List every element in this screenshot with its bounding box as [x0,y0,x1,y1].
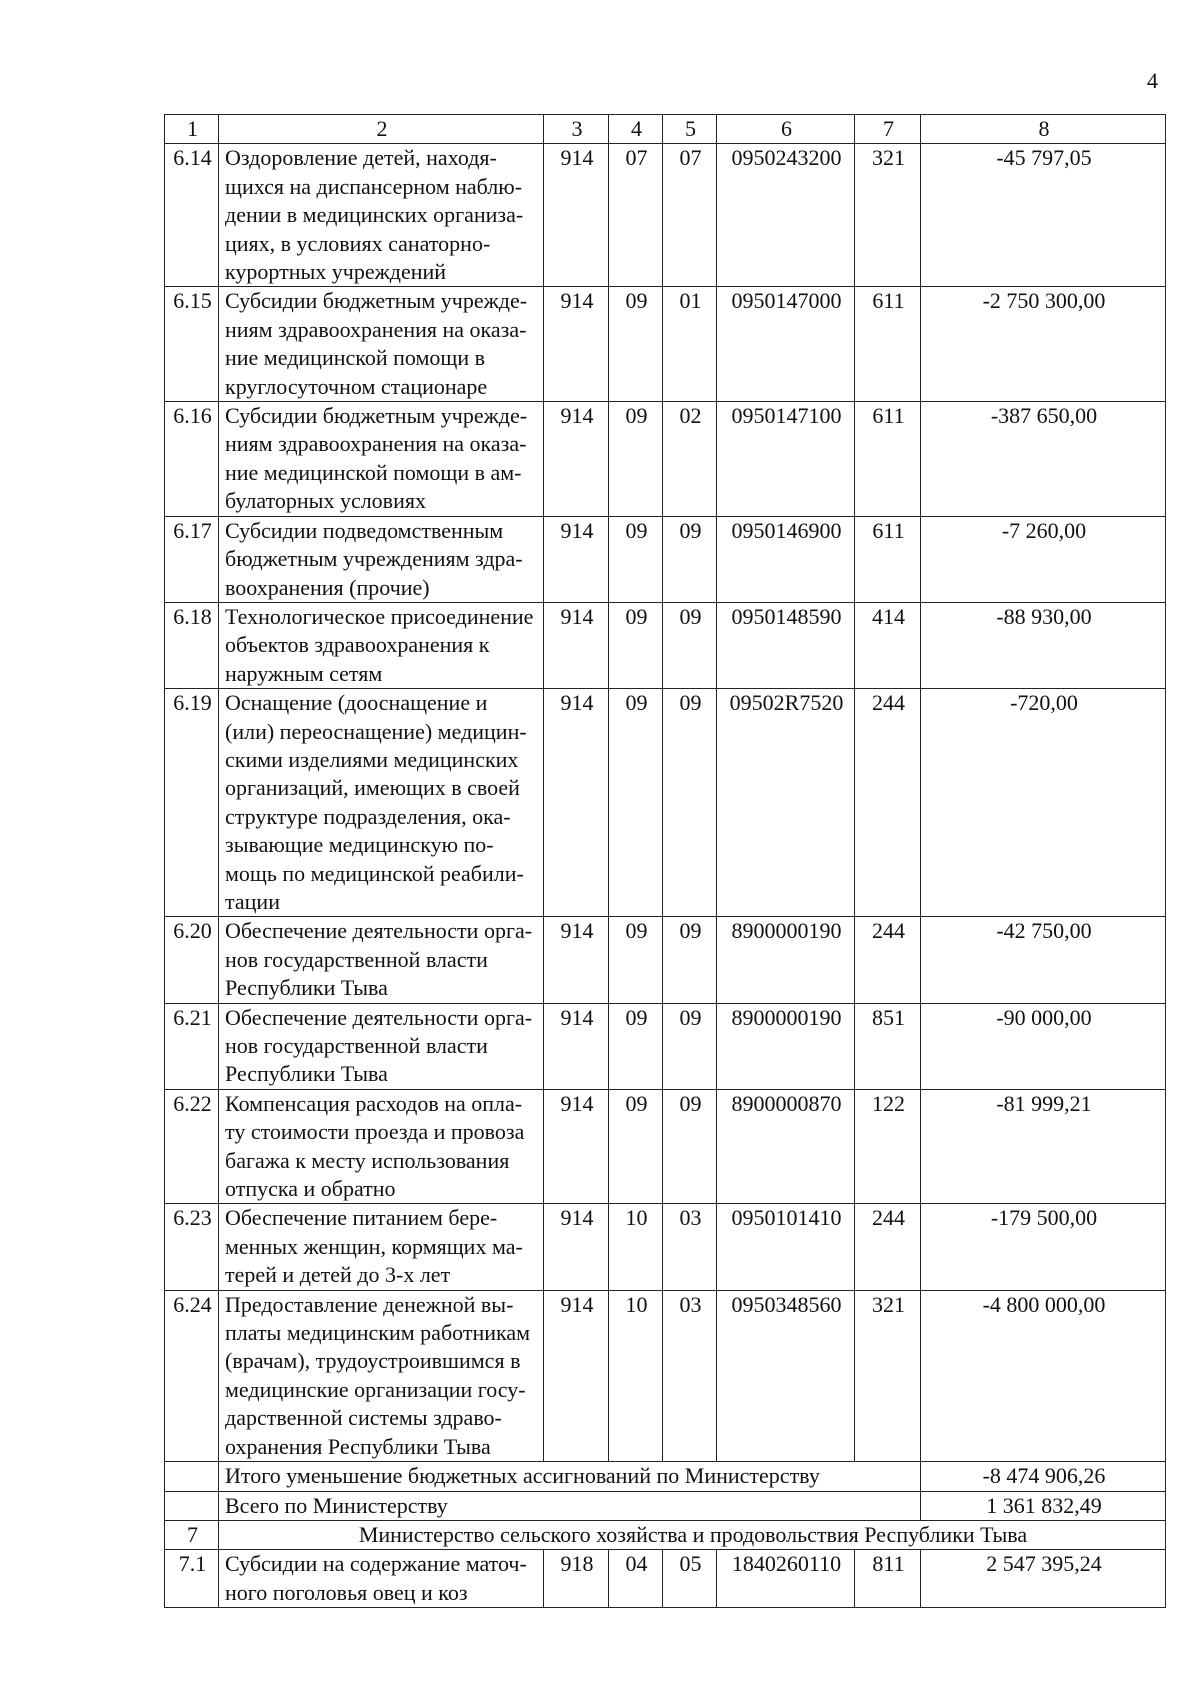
row-name: Оздоровление детей, находя-щихся на диспансерном наблю-дении в медицинских организа-циях, в условиях санаторно-курортных учреждений [219,144,544,287]
row-code-section: 10 [609,1204,663,1290]
row-code-target: 0950146900 [717,516,855,602]
table-row [165,602,1166,688]
row-amount: -387 650,00 [921,402,1166,517]
row-number: 6.24 [165,1290,219,1461]
row-number: 6.19 [165,689,219,917]
row-code-target: 0950148590 [717,602,855,688]
row-number: 6.17 [165,516,219,602]
row-code-target: 8900000190 [717,917,855,1003]
row-name: Предоставление денежной вы-платы медицинским работникам (врачам), трудоустроившимся в медицинские организации госу-дарственной системы здраво-охранения Республики Тыва [219,1290,544,1461]
row-code-section: 09 [609,602,663,688]
empty-cell [165,1491,219,1520]
row-number: 6.14 [165,144,219,287]
row-number: 6.16 [165,402,219,517]
row-code-subsection: 09 [663,1089,717,1204]
table-row [165,144,1166,287]
row-code-admin: 914 [544,1204,609,1290]
row-code-admin: 914 [544,1003,609,1089]
header-cell: 3 [544,115,609,144]
row-name: Субсидии подведомственным бюджетным учреждениям здра-воохранения (прочие) [219,516,544,602]
header-cell: 8 [921,115,1166,144]
row-code-expense: 244 [855,689,921,917]
table-row [165,1089,1166,1204]
row-number: 6.23 [165,1204,219,1290]
budget-table [164,114,1166,1608]
row-code-subsection: 07 [663,144,717,287]
header-cell: 4 [609,115,663,144]
total-decrease-label: Итого уменьшение бюджетных ассигнований по Министерству [219,1462,921,1491]
section-title: Министерство сельского хозяйства и продовольствия Республики Тыва [219,1520,1166,1549]
table-row [165,516,1166,602]
table-row [165,1003,1166,1089]
table-row [165,1550,1166,1608]
row-amount: -720,00 [921,689,1166,917]
row-amount: 2 547 395,24 [921,1550,1166,1608]
total-decrease-row [165,1462,1166,1491]
row-name: Оснащение (дооснащение и (или) переоснащение) медицин-скими изделиями медицинских организаций, имеющих в своей структуре подразделения, ока-зывающие медицинскую по-мощь по медицинской реабили-тации [219,689,544,917]
row-amount: -179 500,00 [921,1204,1166,1290]
table-row [165,287,1166,402]
row-code-admin: 914 [544,917,609,1003]
row-code-expense: 321 [855,1290,921,1461]
total-all-label: Всего по Министерству [219,1491,921,1520]
row-code-target: 1840260110 [717,1550,855,1608]
row-code-section: 09 [609,1003,663,1089]
row-name: Обеспечение питанием бере-менных женщин, кормящих ма-терей и детей до 3-х лет [219,1204,544,1290]
row-code-section: 09 [609,287,663,402]
row-amount: -88 930,00 [921,602,1166,688]
row-code-subsection: 09 [663,602,717,688]
row-code-expense: 851 [855,1003,921,1089]
row-code-expense: 321 [855,144,921,287]
row-number: 6.20 [165,917,219,1003]
row-name: Субсидии бюджетным учрежде-ниям здравоохранения на оказа-ние медицинской помощи в круглосуточном стационаре [219,287,544,402]
section-row [165,1520,1166,1549]
row-code-target: 0950243200 [717,144,855,287]
row-code-subsection: 09 [663,1003,717,1089]
row-code-section: 09 [609,917,663,1003]
row-code-expense: 122 [855,1089,921,1204]
row-code-admin: 914 [544,1089,609,1204]
row-code-subsection: 09 [663,516,717,602]
row-code-section: 09 [609,1089,663,1204]
row-code-subsection: 05 [663,1550,717,1608]
row-code-section: 09 [609,689,663,917]
row-code-section: 09 [609,402,663,517]
row-code-expense: 414 [855,602,921,688]
header-cell: 2 [219,115,544,144]
row-code-admin: 914 [544,144,609,287]
table-row [165,1204,1166,1290]
row-name: Обеспечение деятельности орга-нов государственной власти Республики Тыва [219,1003,544,1089]
row-code-target: 8900000870 [717,1089,855,1204]
row-code-expense: 811 [855,1550,921,1608]
total-all-value: 1 361 832,49 [921,1491,1166,1520]
row-code-target: 09502R7520 [717,689,855,917]
row-code-admin: 914 [544,689,609,917]
page-number: 4 [1147,68,1158,93]
row-code-expense: 611 [855,516,921,602]
row-code-admin: 914 [544,602,609,688]
header-cell: 6 [717,115,855,144]
row-amount: -7 260,00 [921,516,1166,602]
row-code-section: 10 [609,1290,663,1461]
row-code-section: 07 [609,144,663,287]
row-code-section: 04 [609,1550,663,1608]
row-code-expense: 244 [855,917,921,1003]
section-number: 7 [165,1520,219,1549]
row-number: 6.22 [165,1089,219,1204]
row-code-subsection: 03 [663,1204,717,1290]
row-amount: -45 797,05 [921,144,1166,287]
row-code-subsection: 09 [663,917,717,1003]
row-code-subsection: 09 [663,689,717,917]
row-amount: -90 000,00 [921,1003,1166,1089]
header-cell: 1 [165,115,219,144]
row-name: Компенсация расходов на опла-ту стоимости проезда и провоза багажа к месту использования отпуска и обратно [219,1089,544,1204]
row-code-target: 0950348560 [717,1290,855,1461]
row-number: 7.1 [165,1550,219,1608]
row-number: 6.21 [165,1003,219,1089]
row-code-admin: 914 [544,287,609,402]
row-code-target: 0950147100 [717,402,855,517]
row-code-expense: 611 [855,402,921,517]
row-name: Субсидии на содержание маточ-ного поголовья овец и коз [219,1550,544,1608]
row-name: Технологическое присоединение объектов здравоохранения к наружным сетям [219,602,544,688]
row-amount: -81 999,21 [921,1089,1166,1204]
empty-cell [165,1462,219,1491]
row-code-subsection: 03 [663,1290,717,1461]
row-number: 6.15 [165,287,219,402]
total-all-row [165,1491,1166,1520]
row-amount: -4 800 000,00 [921,1290,1166,1461]
table-row [165,1290,1166,1461]
row-name: Обеспечение деятельности орга-нов государственной власти Республики Тыва [219,917,544,1003]
row-code-target: 0950101410 [717,1204,855,1290]
header-cell: 7 [855,115,921,144]
row-code-subsection: 02 [663,402,717,517]
table-row [165,917,1166,1003]
row-name: Субсидии бюджетным учрежде-ниям здравоохранения на оказа-ние медицинской помощи в ам-булаторных условиях [219,402,544,517]
row-code-expense: 611 [855,287,921,402]
total-decrease-value: -8 474 906,26 [921,1462,1166,1491]
row-code-target: 0950147000 [717,287,855,402]
header-cell: 5 [663,115,717,144]
header-row [165,115,1166,144]
table-row [165,402,1166,517]
row-code-admin: 918 [544,1550,609,1608]
row-code-section: 09 [609,516,663,602]
row-code-admin: 914 [544,1290,609,1461]
row-code-admin: 914 [544,402,609,517]
row-amount: -42 750,00 [921,917,1166,1003]
row-code-admin: 914 [544,516,609,602]
table-row [165,689,1166,917]
row-code-expense: 244 [855,1204,921,1290]
row-amount: -2 750 300,00 [921,287,1166,402]
row-code-target: 8900000190 [717,1003,855,1089]
row-code-subsection: 01 [663,287,717,402]
row-number: 6.18 [165,602,219,688]
